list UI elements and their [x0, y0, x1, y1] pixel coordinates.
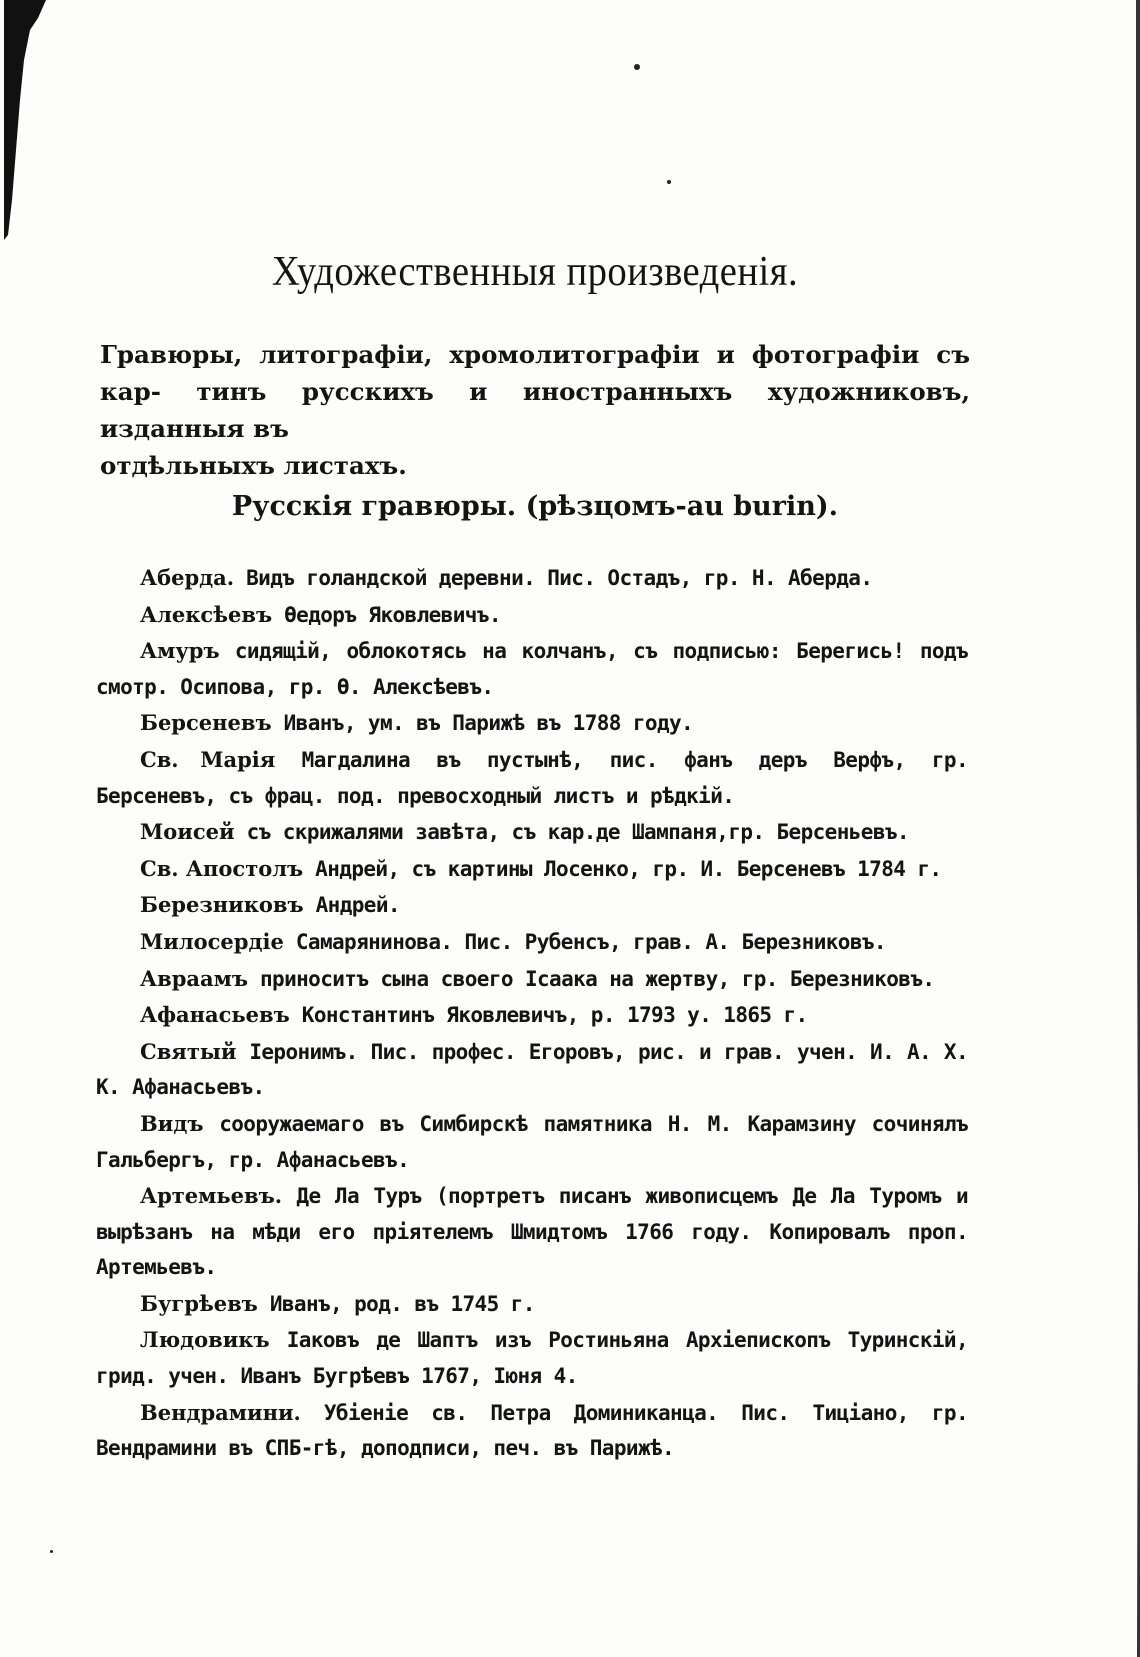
catalog-entry: [96, 633, 968, 705]
entry-name: Алексѣевъ: [140, 601, 273, 627]
catalog-entry: [96, 705, 968, 742]
entry-name: Берсеневъ: [140, 710, 272, 736]
subtitle-line: отдѣльныхъ листахъ.: [100, 451, 407, 480]
entry-text: съ скрижалями завѣта, съ кар.де Шампаня,гр. Берсеньевъ.: [234, 820, 909, 845]
entry-text: Ѳедоръ Яковлевичъ.: [272, 602, 501, 627]
entry-text: сооружаемаго въ Симбирскѣ памятника Н. М. Карамзину сочинялъ Гальбергъ, гр. Афанасьевъ.: [96, 1111, 968, 1172]
entry-text: Видъ голандской деревни. Пис. Остадъ, гр. Н. Аберда.: [234, 566, 873, 590]
catalog-entry: [96, 924, 968, 961]
entry-name: Авраамъ: [140, 965, 248, 991]
entry-name: Милосердіе: [140, 928, 284, 954]
scan-speck: [667, 180, 671, 184]
scan-speck: [634, 64, 640, 70]
catalog-entry: [96, 887, 968, 924]
entry-name: Святый: [140, 1038, 237, 1064]
entry-text: Убіеніе св. Петра Доминиканца. Пис. Тиціано, гр. Вендрамини въ СПБ-гѣ, доподписи, печ. въ Парижѣ.: [96, 1400, 968, 1461]
entry-name: Св. Марія: [140, 746, 276, 772]
subtitle-line: тинъ русскихъ и иностранныхъ художниковъ, изданныя въ: [100, 377, 971, 443]
entry-text: Константинъ Яковлевичъ, р. 1793 у. 1865 г.: [289, 1003, 808, 1028]
entry-name: Моисей: [140, 819, 235, 845]
entry-text: Иванъ, род. въ 1745 г.: [257, 1291, 535, 1316]
entry-name: Артемьевъ.: [140, 1183, 283, 1209]
entry-name: Бугрѣевъ: [140, 1290, 258, 1316]
entry-name: Аберда.: [140, 565, 235, 590]
catalog-entry: [96, 1034, 968, 1106]
entry-text: Де Ла Туръ (портретъ писанъ живописцемъ Де Ла Туромъ и вырѣзанъ на мѣди его пріятелемъ Шмидтомъ 1766 году. Копировалъ проп. Артемьевъ.: [96, 1184, 968, 1280]
entry-name: Вендрамини.: [140, 1399, 301, 1425]
catalog-entry: [96, 961, 968, 998]
section-title: Русскія гравюры. (рѣзцомъ-au burin).: [231, 491, 839, 522]
entry-name: Видъ: [140, 1110, 204, 1136]
entry-name: Св. Апостолъ: [140, 855, 304, 881]
entry-text: Самарянинова. Пис. Рубенсъ, грав. А. Березниковъ.: [283, 929, 886, 954]
catalog-entry: [96, 1178, 968, 1286]
entry-text: Магдалина въ пустынѣ, пис. фанъ деръ Верфъ, гр. Берсеневъ, съ фрац. под. превосходный листъ и рѣдкій.: [96, 747, 968, 808]
catalog-entry: [96, 742, 968, 814]
entry-text: сидящій, облокотясь на колчанъ, съ подписью: Берегись! подъ смотр. Осипова, гр. Ѳ. Алексѣевъ.: [96, 639, 968, 699]
catalog-entry: [96, 1395, 968, 1467]
entry-name: Людовикъ: [140, 1327, 270, 1353]
catalog-entry: [96, 1106, 968, 1178]
subtitle-line: Гравюры, литографіи, хромолитографіи и фотографіи съ кар-: [100, 340, 970, 406]
entry-name: Березниковъ: [140, 892, 304, 918]
entry-name: Афанасьевъ: [140, 1002, 290, 1028]
scan-speck: [50, 1550, 53, 1553]
catalog-entry: [96, 1286, 968, 1323]
entry-text: Іеронимъ. Пис. профес. Егоровъ, рис. и грав. учен. И. А. Х. К. Афанасьевъ.: [96, 1039, 968, 1100]
catalog-entry: [96, 851, 968, 888]
entry-text: Иванъ, ум. въ Парижѣ въ 1788 году.: [271, 711, 694, 736]
subtitle: [100, 336, 970, 484]
entry-text: Іаковъ де Шаптъ изъ Ростиньяна Архіепископъ Туринскій, грид. учен. Иванъ Бугрѣевъ 1767, Іюня 4.: [96, 1328, 968, 1389]
catalog-entry: [96, 560, 968, 597]
main-title: Художественныя произведенія.: [271, 249, 799, 295]
catalog-entry: [96, 1322, 968, 1394]
entry-text: Андрей, съ картины Лосенко, гр. И. Берсеневъ 1784 г.: [303, 856, 942, 881]
entry-name: Амуръ: [140, 638, 220, 664]
scan-edge-right: [1130, 0, 1140, 1657]
entry-text: Андрей.: [303, 893, 400, 918]
catalog-entry: [96, 814, 968, 851]
entry-text: приноситъ сына своего Ісаака на жертву, гр. Березниковъ.: [247, 966, 935, 991]
catalog-entry: [96, 597, 968, 634]
catalog-entries: [96, 560, 968, 1467]
catalog-entry: [96, 997, 968, 1034]
scan-edge-left: [0, 0, 46, 240]
